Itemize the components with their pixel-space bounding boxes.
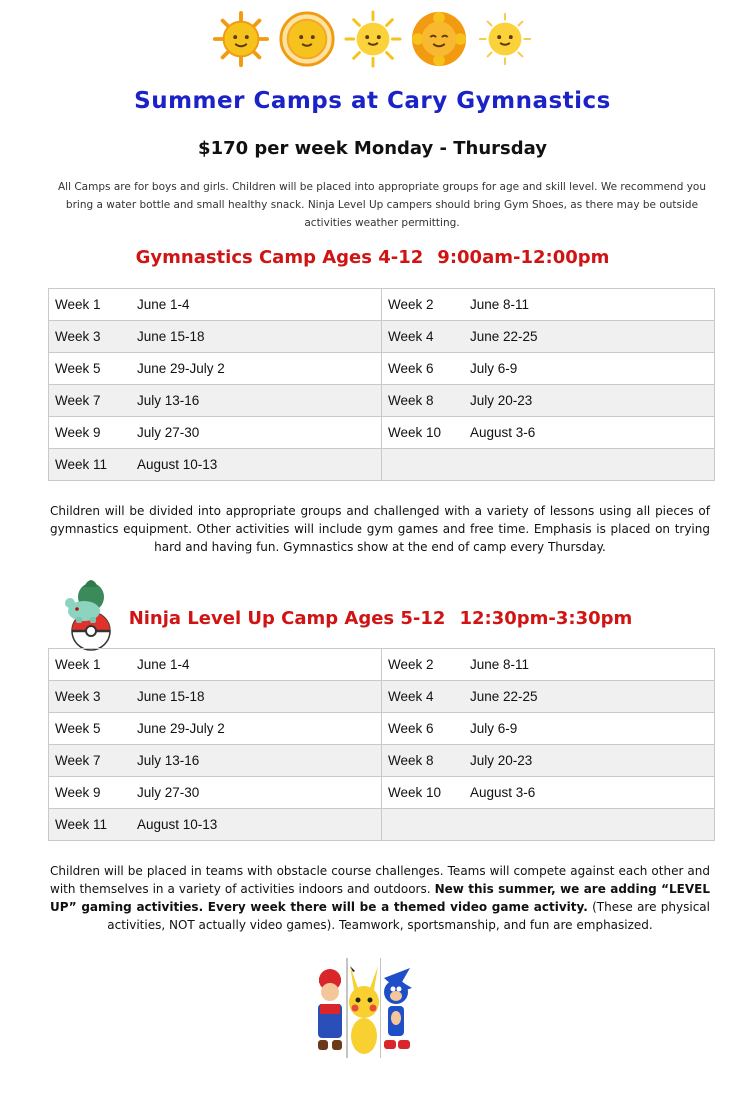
gymnastics-description: Children will be divided into appropriate groups and challenged with a variety of lessons using all pieces of gymnastics equipment. Other activities will include gym games and free time. Emphasis is placed on trying hard and having fun. Gymnastics show at the end of camp every Thursday. bbox=[50, 504, 710, 554]
table-cell-empty bbox=[382, 449, 715, 481]
week-dates: July 6-9 bbox=[470, 721, 518, 736]
sun-icon bbox=[344, 10, 402, 68]
week-dates: July 20-23 bbox=[470, 753, 533, 768]
week-label: Week 3 bbox=[55, 689, 101, 704]
sun-icon bbox=[278, 10, 336, 68]
week-dates: June 1-4 bbox=[137, 297, 190, 312]
week-label: Week 2 bbox=[388, 657, 434, 672]
ninja-desc-note: (These are physical activities, NOT actually video games). Teamwork, sportsmanship, and fun are emphasized. bbox=[107, 900, 710, 932]
sun-icon bbox=[476, 10, 534, 68]
table-cell bbox=[382, 289, 715, 321]
sun-decorations bbox=[0, 10, 745, 68]
week-dates: August 10-13 bbox=[137, 457, 218, 472]
table-cell bbox=[382, 321, 715, 353]
table-cell bbox=[49, 745, 382, 777]
week-label: Week 10 bbox=[388, 785, 442, 800]
week-dates: July 27-30 bbox=[137, 785, 200, 800]
week-label: Week 2 bbox=[388, 297, 434, 312]
week-label: Week 3 bbox=[55, 329, 101, 344]
week-dates: June 29-July 2 bbox=[137, 361, 225, 376]
week-label: Week 11 bbox=[55, 817, 108, 832]
table-row bbox=[49, 353, 715, 385]
week-dates: July 6-9 bbox=[470, 361, 518, 376]
table-cell bbox=[49, 385, 382, 417]
week-label: Week 8 bbox=[388, 753, 434, 768]
table-row bbox=[49, 289, 715, 321]
week-label: Week 9 bbox=[55, 785, 101, 800]
week-dates: June 22-25 bbox=[470, 329, 538, 344]
week-dates: July 27-30 bbox=[137, 425, 200, 440]
table-cell bbox=[382, 777, 715, 809]
table-row bbox=[49, 385, 715, 417]
sun-icon bbox=[410, 10, 468, 68]
ninja-desc-highlight: New this summer, we are adding “LEVEL UP” gaming activities. Every week there will be a themed video game activity. bbox=[50, 882, 711, 914]
week-dates: August 10-13 bbox=[137, 817, 218, 832]
week-dates: July 20-23 bbox=[470, 393, 533, 408]
table-row bbox=[49, 321, 715, 353]
week-label: Week 4 bbox=[388, 689, 434, 704]
week-label: Week 6 bbox=[388, 361, 434, 376]
week-label: Week 10 bbox=[388, 425, 442, 440]
week-dates: June 15-18 bbox=[137, 689, 205, 704]
table-cell bbox=[49, 417, 382, 449]
price-line: $170 per week Monday - Thursday bbox=[198, 138, 547, 159]
week-dates: June 22-25 bbox=[470, 689, 538, 704]
week-dates: June 8-11 bbox=[470, 657, 530, 672]
ninja-camp-title bbox=[0, 608, 745, 629]
gymnastics-schedule-table bbox=[48, 288, 715, 481]
week-label: Week 1 bbox=[55, 657, 101, 672]
week-label: Week 11 bbox=[55, 457, 108, 472]
table-cell bbox=[382, 713, 715, 745]
week-dates: July 13-16 bbox=[137, 753, 200, 768]
table-row bbox=[49, 681, 715, 713]
week-label: Week 9 bbox=[55, 425, 101, 440]
ninja-camp-name: Ninja Level Up Camp Ages 5-12 bbox=[128, 608, 446, 629]
table-cell bbox=[49, 777, 382, 809]
table-cell bbox=[49, 713, 382, 745]
table-row bbox=[49, 417, 715, 449]
table-cell bbox=[382, 353, 715, 385]
gymnastics-camp-name: Gymnastics Camp Ages 4-12 bbox=[135, 247, 424, 268]
week-dates: June 8-11 bbox=[470, 297, 530, 312]
week-dates: August 3-6 bbox=[470, 785, 536, 800]
table-cell bbox=[382, 649, 715, 681]
game-characters-icon bbox=[314, 958, 414, 1058]
table-cell bbox=[49, 649, 382, 681]
ninja-schedule-table bbox=[48, 648, 715, 841]
table-row bbox=[49, 777, 715, 809]
ninja-desc-text: Children will be placed in teams with obstacle course challenges. Teams will compete against each other and with themselves in a variety of activities indoors and outdoors. bbox=[50, 864, 710, 896]
week-dates: August 3-6 bbox=[470, 425, 536, 440]
week-dates: June 1-4 bbox=[137, 657, 190, 672]
table-cell bbox=[49, 289, 382, 321]
week-dates: June 15-18 bbox=[137, 329, 205, 344]
week-label: Week 7 bbox=[55, 753, 101, 768]
sun-icon bbox=[212, 10, 270, 68]
table-row bbox=[49, 745, 715, 777]
ninja-camp-time: 12:30pm-3:30pm bbox=[459, 608, 633, 629]
table-row bbox=[49, 649, 715, 681]
table-cell bbox=[382, 681, 715, 713]
week-label: Week 5 bbox=[55, 361, 101, 376]
table-cell bbox=[49, 353, 382, 385]
week-dates: June 29-July 2 bbox=[137, 721, 225, 736]
table-cell bbox=[49, 449, 382, 481]
table-cell bbox=[49, 809, 382, 841]
ninja-description bbox=[50, 862, 710, 934]
gymnastics-camp-time: 9:00am-12:00pm bbox=[437, 247, 610, 268]
table-cell bbox=[49, 321, 382, 353]
table-row bbox=[49, 713, 715, 745]
table-cell bbox=[49, 681, 382, 713]
week-label: Week 4 bbox=[388, 329, 434, 344]
week-dates: July 13-16 bbox=[137, 393, 200, 408]
week-label: Week 7 bbox=[55, 393, 101, 408]
table-cell bbox=[382, 745, 715, 777]
gymnastics-camp-title bbox=[0, 247, 745, 268]
week-label: Week 6 bbox=[388, 721, 434, 736]
table-row bbox=[49, 809, 715, 841]
week-label: Week 1 bbox=[55, 297, 101, 312]
table-cell bbox=[382, 417, 715, 449]
week-label: Week 8 bbox=[388, 393, 434, 408]
table-cell-empty bbox=[382, 809, 715, 841]
table-cell bbox=[382, 385, 715, 417]
week-label: Week 5 bbox=[55, 721, 101, 736]
table-row bbox=[49, 449, 715, 481]
page-title: Summer Camps at Cary Gymnastics bbox=[134, 88, 611, 114]
intro-text: All Camps are for boys and girls. Children will be placed into appropriate groups for age and skill level. We recommend you bring a water bottle and small healthy snack. Ninja Level Up campers should bring Gym Shoes, as there may be outside activities weather permitting. bbox=[58, 181, 706, 229]
